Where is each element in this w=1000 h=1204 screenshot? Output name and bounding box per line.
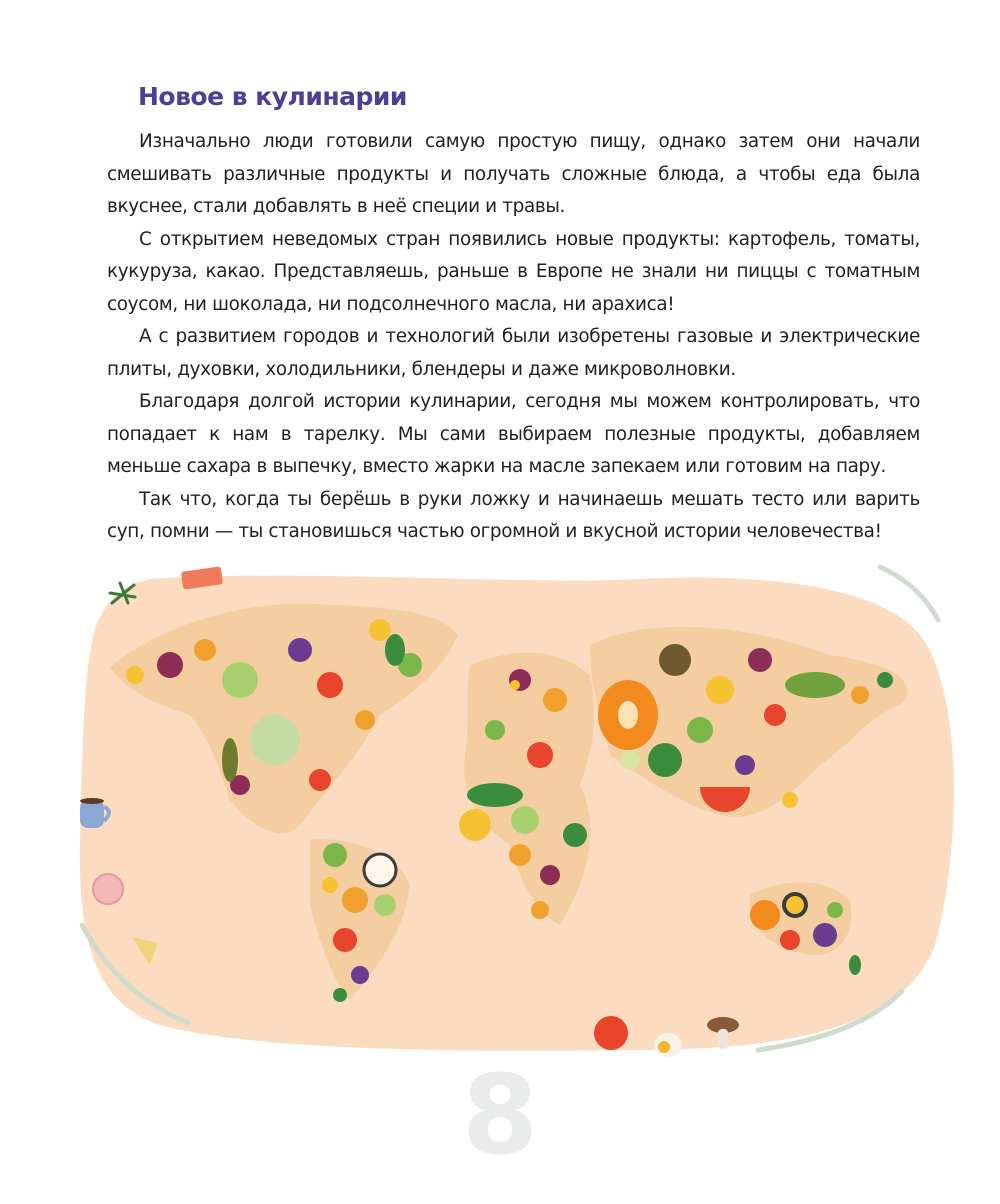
tomato-slice-icon — [594, 1016, 628, 1050]
paragraph: Изначально люди готовили самую простую пищу, однако затем они начали смешивать различные продукты и получать сложные блюда, а чтобы еда была вкуснее, стали добавлять в неё специи и травы. — [107, 131, 920, 217]
paragraph: С открытием неведомых стран появились новые продукты: картофель, томаты, кукуруза, какао. Представляешь, раньше в Европе не знали ни пиццы с томатным соусом, ни шоколада, ни подсолнечного масла, ни арахиса! — [107, 228, 920, 315]
body-text — [107, 126, 920, 549]
sausage-slice-icon — [93, 874, 123, 904]
paragraph: Благодаря долгой истории кулинарии, сегодня мы можем контролировать, что попадает к нам в тарелку. Мы сами выбираем полезные продукты, добавляем меньше сахара в выпечку, вместо жарки на масле запекаем или готовим на пару. — [107, 391, 920, 477]
paragraph: А с развитием городов и технологий были изобретены газовые и электрические плиты, духовки, холодильники, блендеры и даже микроволновки. — [107, 326, 920, 380]
egg-icon — [654, 1033, 682, 1057]
world-map-of-fruits-and-vegetables-icon — [0, 555, 1000, 1075]
world-map-illustration — [0, 555, 1000, 1075]
paragraph: Так что, когда ты берёшь в руки ложку и начинаешь мешать тесто или варить суп, помни — ты становишься частью огромной и вкусной истории человечества! — [107, 488, 920, 542]
page-number: 8 — [461, 1051, 539, 1179]
page-heading: Новое в кулинарии — [138, 82, 407, 111]
